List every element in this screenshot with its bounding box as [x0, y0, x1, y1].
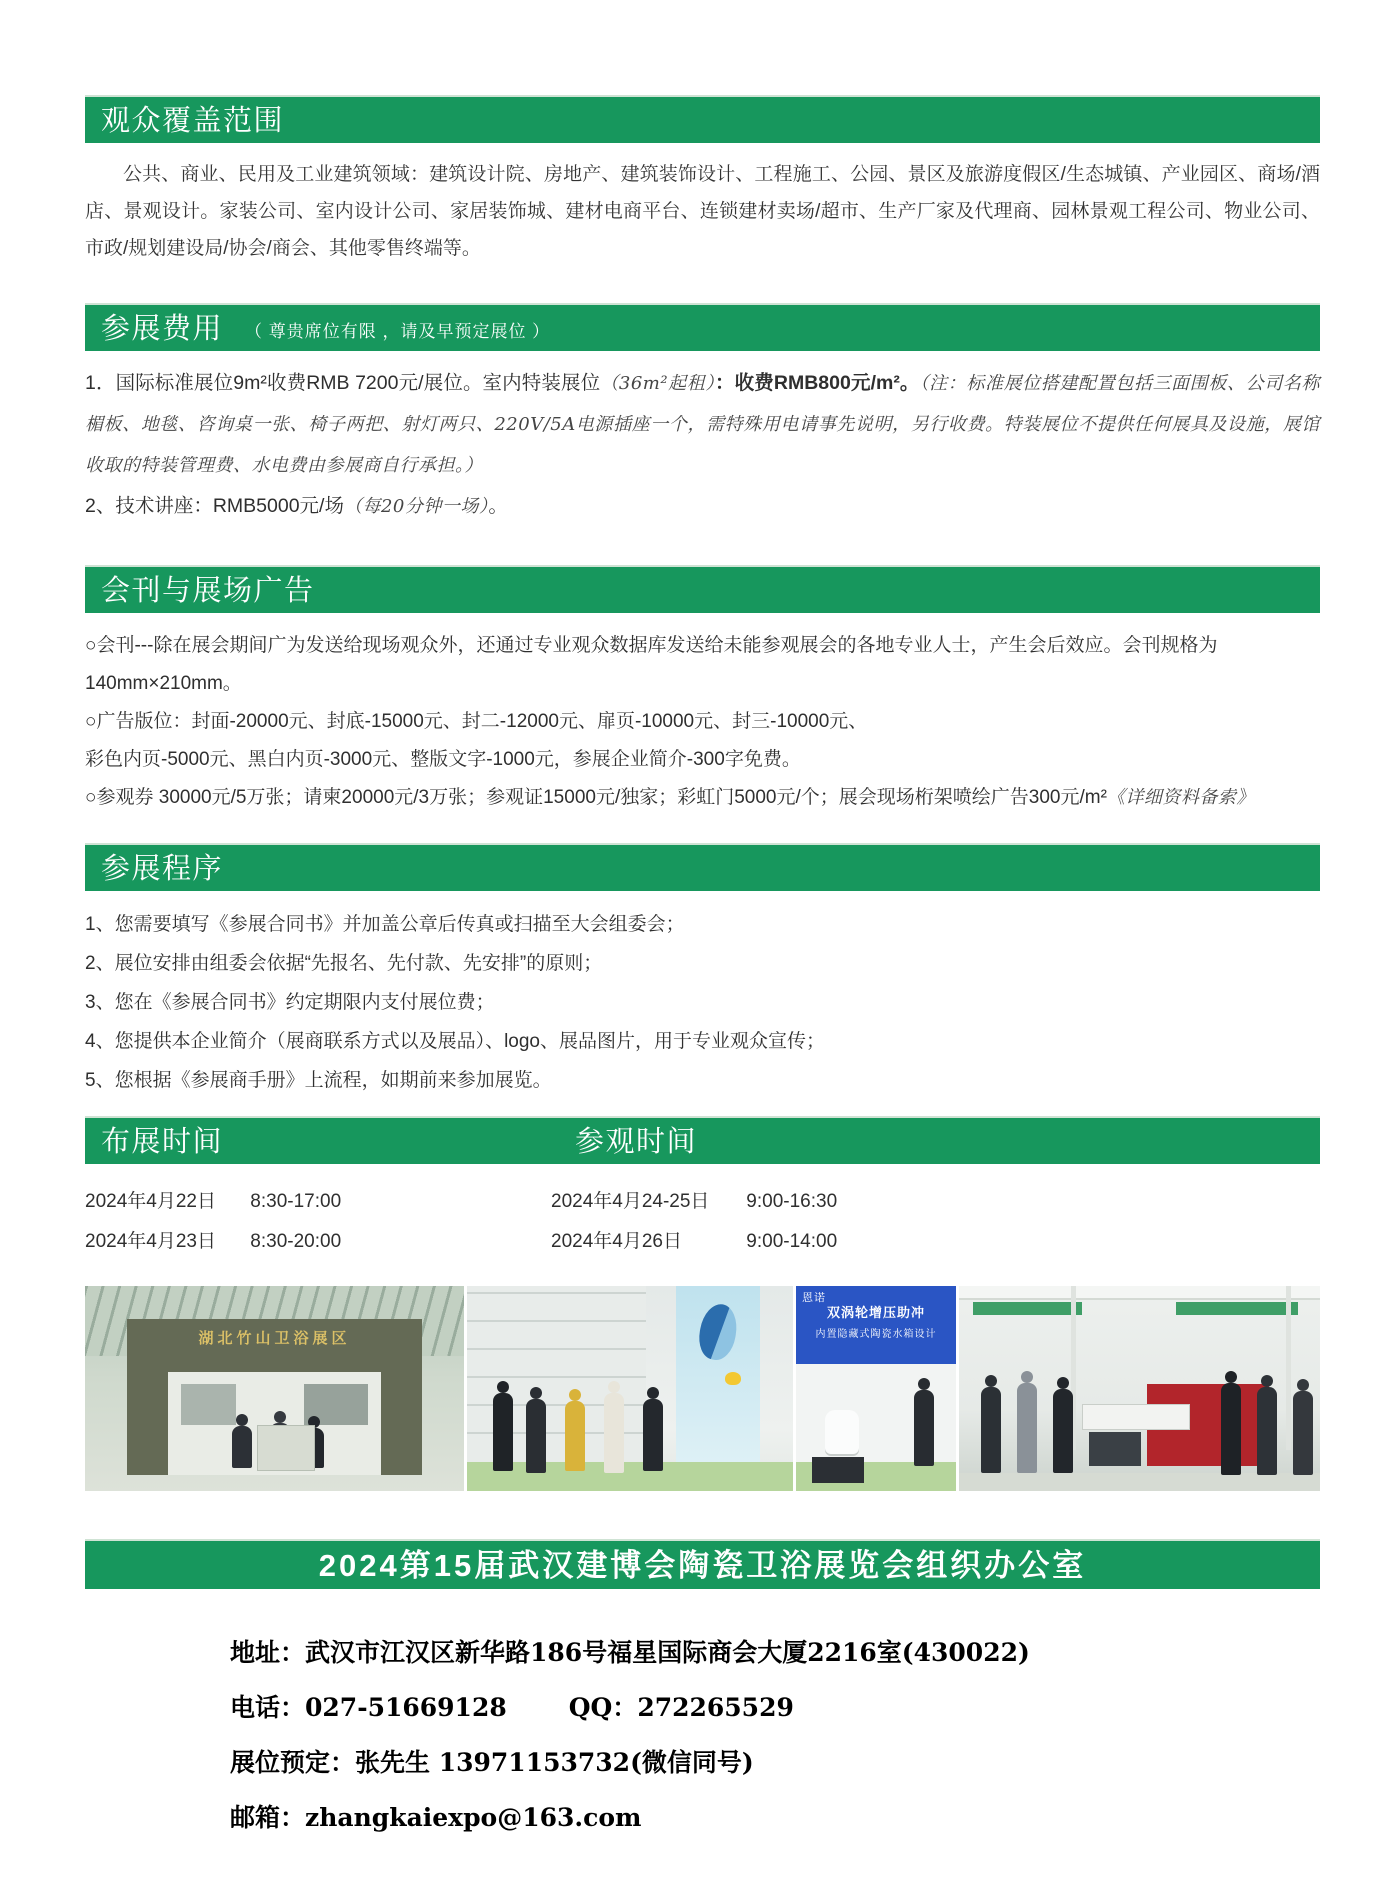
photo-booth-demo: [959, 1286, 1320, 1491]
phone-label: 电话：: [230, 1693, 306, 1722]
journal-body: [85, 627, 1320, 817]
booking-label: 展位预定：: [230, 1748, 356, 1777]
person-silhouette: [493, 1393, 513, 1471]
person-silhouette: [526, 1399, 546, 1473]
section-header-procedure: [85, 843, 1320, 891]
contact-block: [230, 1625, 1320, 1845]
fees-body: [85, 363, 1320, 527]
qq-label: QQ：: [568, 1693, 638, 1722]
booth-beam: [959, 1286, 1320, 1300]
visit-date-row: [551, 1182, 837, 1222]
booth-post: [1286, 1286, 1291, 1450]
journal-line-4-main: ○参观券 30000元/5万张；请柬20000元/3万张；参观证15000元/独家；彩虹门5000元/个；展会现场桁架喷绘广告300元/m²: [85, 787, 1107, 808]
banner-headline: 双涡轮增压助冲: [826, 1305, 925, 1320]
person-silhouette: [643, 1399, 663, 1471]
green-header-strip: [1176, 1302, 1299, 1315]
section-procedure: [85, 843, 1320, 1100]
photo-booth-visitors: [467, 1286, 793, 1491]
green-header-strip: [973, 1302, 1081, 1315]
toilet-product: [825, 1410, 859, 1454]
setup-date-row: [85, 1182, 551, 1222]
section-header-audience: [85, 95, 1320, 143]
fee-item-1-note-size: （36m²起租）: [600, 373, 716, 394]
procedure-step: 5、您根据《参展商手册》上流程，如期前来参加展览。: [85, 1070, 552, 1091]
gray-floor: [959, 1473, 1320, 1491]
section-schedule: [85, 1116, 1320, 1262]
fee-item-1-price: ：收费RMB800元/m²。: [715, 372, 920, 394]
journal-line-2: ○广告版位：封面-20000元、封底-15000元、封二-12000元、扉页-10000元、封三-10000元、: [85, 711, 868, 732]
fee-item-2-note: （每20分钟一场）: [343, 496, 489, 517]
green-floor: [467, 1462, 793, 1491]
time-value: 9:00-16:30: [746, 1191, 838, 1212]
journal-line-4-note: 《详细资料备索》: [1106, 787, 1255, 808]
section-title: 参展程序: [101, 853, 224, 885]
phone-value: 027-51669128: [305, 1693, 507, 1722]
booth-wall: [181, 1384, 236, 1425]
booking-value: 张先生 13971153732(微信同号): [355, 1748, 754, 1777]
section-subtitle: （ 尊贵席位有限 ，请及早预定展位 ）: [245, 322, 551, 341]
banner-subline: 内置隐藏式陶瓷水箱设计: [815, 1329, 937, 1340]
brand-logo-text: 恩诺: [802, 1292, 826, 1304]
journal-line-4: [85, 779, 1320, 817]
section-header-journal: [85, 565, 1320, 613]
person-silhouette-white-coat: [604, 1393, 624, 1473]
section-fees: [85, 303, 1320, 527]
hall-interior: [168, 1372, 381, 1475]
fee-item-1-note: （注：标准展位搭建配置包括三面围板、公司名称楣板、地毯、咨询桌一张、椅子两把、射灯两只、220V/5A电源插座一个，需特殊用电请事先说明，另行收费。特装展位不提供任何展具及设施，展馆收取的特装管理费、水电费由参展商自行承担。）: [85, 373, 1320, 476]
schedule-dates: [85, 1182, 1320, 1262]
section-header-schedule: [85, 1116, 1320, 1164]
time-value: 8:30-20:00: [250, 1231, 342, 1252]
person-silhouette-yellow-coat: [565, 1401, 585, 1471]
organizer-office-title: 2024第15届武汉建博会陶瓷卫浴展览会组织办公室: [85, 1539, 1320, 1589]
setup-date-row: [85, 1222, 551, 1262]
section-header-fees: [85, 303, 1320, 351]
contact-email-line: [230, 1790, 1320, 1845]
contact-phone-line: [230, 1680, 1320, 1735]
section-title: 观众覆盖范围: [101, 105, 285, 137]
person-silhouette: [1017, 1383, 1037, 1473]
photo-blue-banner-booth: [796, 1286, 956, 1491]
person-silhouette: [232, 1426, 252, 1468]
whale-banner: [676, 1286, 761, 1471]
fee-item-1-main: 1．国际标准展位9m²收费RMB 7200元/展位。室内特装展位: [85, 372, 601, 394]
setup-time-title: 布展时间: [101, 1126, 224, 1158]
journal-line-3: 彩色内页-5000元、黑白内页-3000元、整版文字-1000元，参展企业简介-300字免费。: [85, 749, 801, 770]
procedure-step: 4、您提供本企业简介（展商联系方式以及展品）、logo、展品图片，用于专业观众宣传；: [85, 1031, 825, 1052]
email-value: zhangkaiexpo@163.com: [305, 1803, 642, 1832]
date-value: 2024年4月23日: [85, 1231, 216, 1252]
fee-item-2-main: 2、技术讲座：RMB5000元/场: [85, 495, 344, 517]
setup-dates-column: [85, 1182, 551, 1262]
person-silhouette: [1053, 1389, 1073, 1473]
product-banner: [796, 1286, 956, 1364]
date-value: 2024年4月26日: [551, 1231, 682, 1252]
demo-table: [1082, 1404, 1190, 1430]
photo-hall-entrance: [85, 1286, 464, 1491]
email-label: 邮箱：: [230, 1803, 306, 1832]
journal-line-1: ○会刊---除在展会期间广为发送给现场观众外，还通过专业观众数据库发送给未能参观展会的各地专业人士，产生会后效应。会刊规格为140mm×210mm。: [85, 635, 1218, 694]
section-journal: [85, 565, 1320, 817]
whale-illustration: [695, 1301, 740, 1362]
person-silhouette: [981, 1387, 1001, 1473]
hall-sign-text: 湖北竹山卫浴展区: [198, 1329, 351, 1347]
person-silhouette: [1257, 1387, 1277, 1475]
time-value: 9:00-14:00: [746, 1231, 838, 1252]
visit-time-title: 参观时间: [575, 1126, 698, 1158]
contact-booking-line: [230, 1735, 1320, 1790]
person-silhouette: [1293, 1391, 1313, 1475]
reception-desk: [257, 1425, 315, 1471]
date-value: 2024年4月24-25日: [551, 1191, 710, 1212]
section-audience: [85, 95, 1320, 267]
procedure-step: 3、您在《参展合同书》约定期限内支付展位费；: [85, 992, 495, 1013]
qq-value: 272265529: [637, 1693, 794, 1722]
fee-item-2: [85, 486, 1320, 527]
time-value: 8:30-17:00: [250, 1191, 342, 1212]
procedure-step: 2、展位安排由组委会依据“先报名、先付款、先安排”的原则；: [85, 953, 603, 974]
duck-illustration: [725, 1372, 741, 1385]
section-title: 参展费用: [101, 313, 224, 345]
procedure-step: 1、您需要填写《参展合同书》并加盖公章后传真或扫描至大会组委会；: [85, 914, 685, 935]
display-screen: [1089, 1432, 1141, 1466]
visit-date-row: [551, 1222, 837, 1262]
section-title: 会刊与展场广告: [101, 575, 315, 607]
address-label: 地址：: [230, 1638, 306, 1667]
person-silhouette: [914, 1390, 934, 1466]
fee-item-2-period: 。: [488, 495, 508, 517]
audience-body-text: 公共、商业、民用及工业建筑领域：建筑设计院、房地产、建筑装饰设计、工程施工、公园、景区及旅游度假区/生态城镇、产业园区、商场/酒店、景观设计。家装公司、室内设计公司、家居装饰城、建材电商平台、连锁建材卖场/超市、生产厂家及代理商、园林景观工程公司、物业公司、市政/规划建设局/协会/商会、其他零售终端等。: [85, 164, 1320, 259]
exhibition-photo-strip: [85, 1286, 1320, 1491]
address-value: 武汉市江汉区新华路186号福星国际商会大厦2216室(430022): [305, 1638, 1030, 1667]
procedure-list: [85, 905, 1320, 1100]
visit-dates-column: [551, 1182, 837, 1262]
contact-address-line: [230, 1625, 1320, 1680]
entrance-arch: [127, 1319, 423, 1475]
person-silhouette: [1221, 1383, 1241, 1475]
date-value: 2024年4月22日: [85, 1191, 216, 1212]
product-pedestal: [812, 1457, 864, 1483]
fee-item-1: [85, 363, 1320, 486]
